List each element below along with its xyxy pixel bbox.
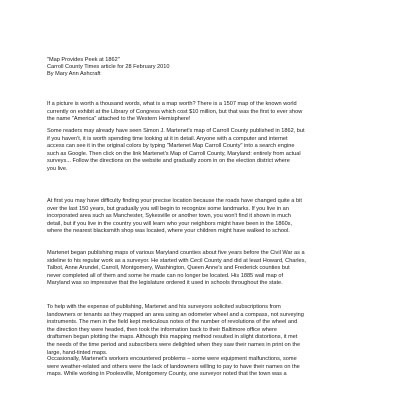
paragraph — [47, 128, 363, 174]
text-line: currently on exhibit at the Library of Congress which cost $10 million, but that was the first to ever show — [47, 108, 303, 115]
text-line: Some readers may already have seen Simon J. Martenet's map of Carroll County published in 1862, but — [47, 128, 305, 134]
text-line: sideline to his regular work as a surveyor. He started with Cecil County and did at least Howard, Charles, — [47, 257, 306, 264]
text-line: At first you may have difficulty finding your precise location because the roads have changed quite a bit — [47, 198, 302, 204]
text-line: the needs of the time period and subscribers were delighted when they saw their names in print on the — [47, 341, 301, 348]
text-line: the direction they were headed, then took the information back to their Baltimore office where — [47, 326, 277, 333]
text-line: To help with the expense of publishing, Martenet and his surveyors solicited subscriptions from — [47, 304, 281, 310]
text-line: over the last 150 years, but gradually you will begin to recognize some landmarks. If you live in an — [47, 205, 289, 212]
text-line: If a picture is worth a thousand words, what is a map worth? There is a 1507 map of the known world — [47, 101, 297, 107]
text-line: were weather-related and others were the lack of landowners willing to pay to have their names on the — [47, 363, 300, 370]
text-line: detail, but if you live in the country you will learn who your neighbors might have been in the 1860s, — [47, 220, 293, 227]
paragraph — [47, 198, 363, 236]
text-line: Martenet began publishing maps of various Maryland counties about five years before the Civil War as a — [47, 250, 305, 256]
text-line: you live. — [47, 165, 68, 172]
text-line: never completed all of them and some he made can no longer be located. His 1885 wall map of — [47, 272, 284, 279]
text-line: maps. While working in Poolesville, Montgomery County, one surveyor noted that the town was a — [47, 371, 287, 378]
article-source: Carroll County Times article for 28 February 2010 — [47, 64, 170, 70]
text-line: large, hand-tinted maps. — [47, 349, 108, 356]
article-byline: By Mary Ann Ashcraft — [47, 71, 101, 77]
text-line: such as Google. Then click on the link Martenet's Map of Carroll County, Maryland: entirely from actual — [47, 150, 301, 157]
text-line: landowners or tenants as they mapped an area using an odometer wheel and a compass, not surveying — [47, 311, 304, 318]
text-line: instruments. The men in the field kept meticulous notes of the number of revolutions of the wheel and — [47, 319, 298, 326]
paragraph — [47, 304, 363, 357]
text-line: draftsmen began plotting the maps. Although this mapping method resulted in slight distortions, it met — [47, 334, 298, 341]
text-line: Maryland was so impressive that the legislature ordered it used in schools throughout the state. — [47, 280, 283, 287]
text-line: Talbot, Anne Arundel, Carroll, Montgomery, Washington, Queen Anne's and Frederick counties but — [47, 265, 290, 272]
text-line: Occasionally, Martenet's workers encountered problems – some were equipment malfunctions, some — [47, 356, 297, 362]
paragraph — [47, 250, 363, 288]
paragraph — [47, 101, 363, 124]
text-line: access can see it in the original colors by typing "Martenet Map Carroll County" into a search engine — [47, 143, 295, 150]
text-line: surveys... Follow the directions on the website and gradually zoom in on the election district where — [47, 158, 290, 165]
text-line: if you haven't, it is worth spending time looking at it in detail. Anyone with a computer and internet — [47, 135, 288, 142]
article-title: "Map Provides Peek at 1862" — [47, 57, 120, 63]
text-line: where the nearest blacksmith shop was located, where your children might have walked to school. — [47, 228, 290, 235]
text-line: the name "America" attached to the Western Hemisphere! — [47, 116, 191, 123]
paragraph — [47, 356, 363, 379]
article-header — [47, 57, 367, 78]
text-line: incorporated area such as Manchester, Sykesville or another town, you won't find it shown in much — [47, 213, 291, 220]
